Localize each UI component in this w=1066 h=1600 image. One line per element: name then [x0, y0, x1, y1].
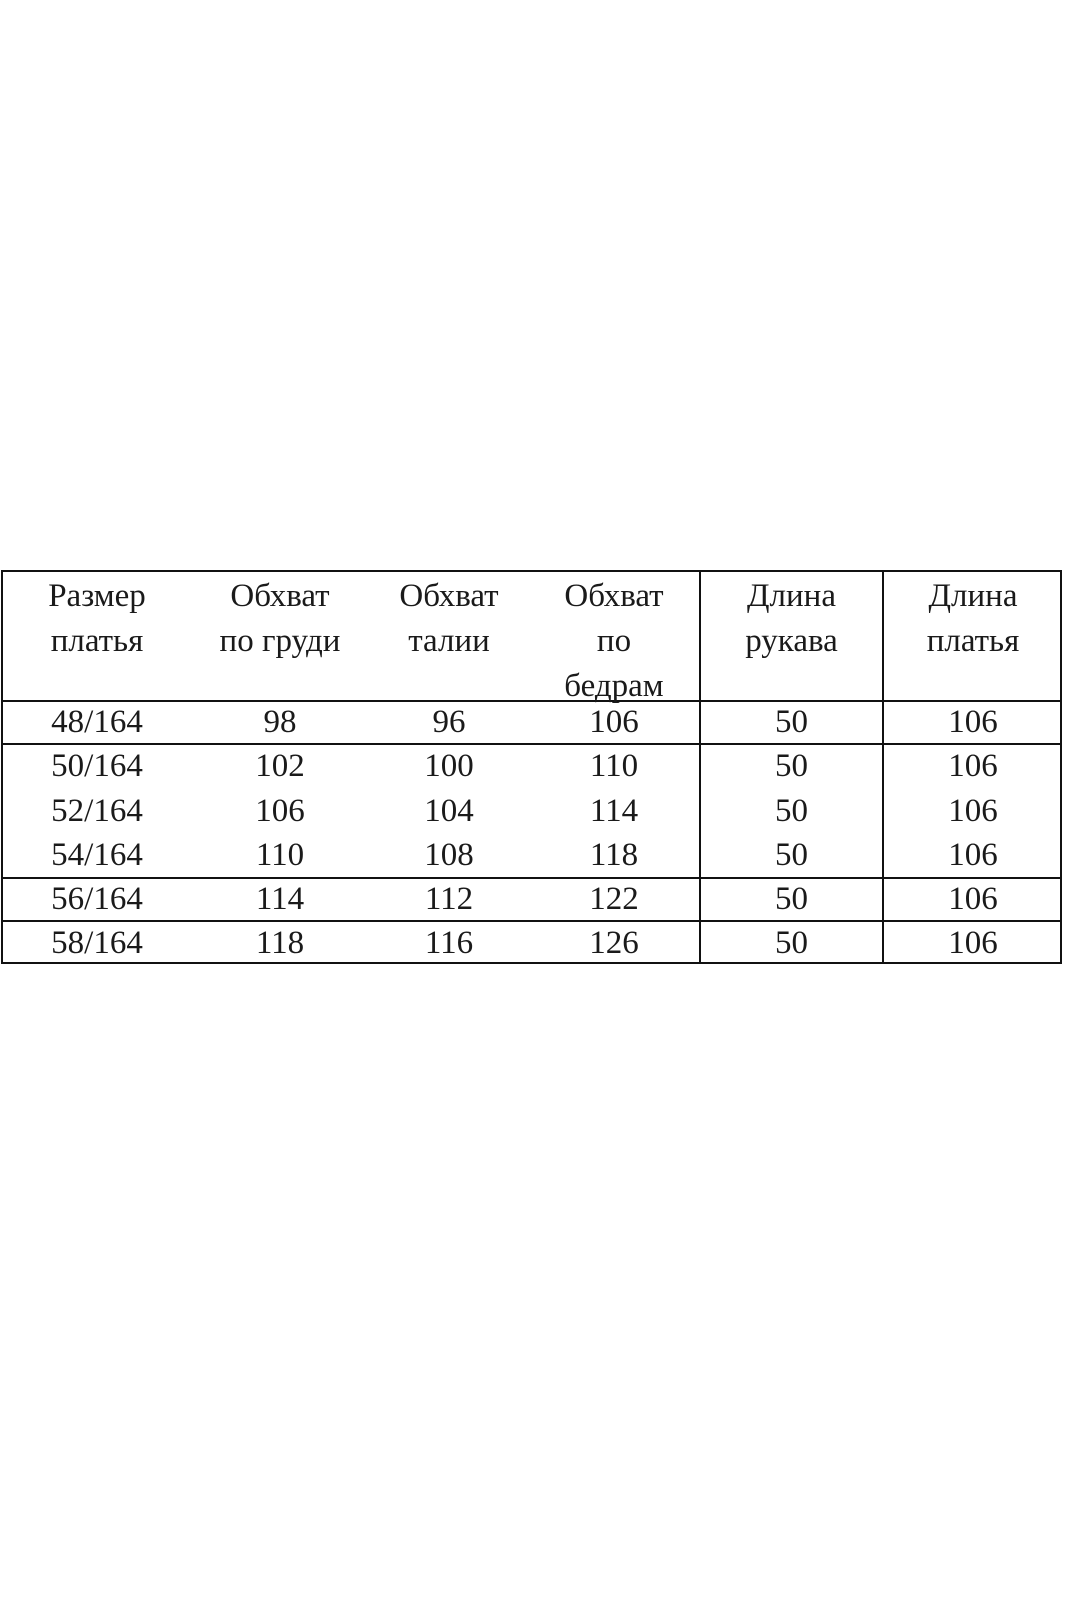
- cell-size: 48/164: [51, 704, 143, 740]
- cell-sleeve-length: 50: [775, 793, 808, 829]
- cell-chest: 106: [255, 793, 305, 829]
- size-table: [1, 570, 1062, 964]
- cell-chest: 102: [255, 748, 305, 784]
- header-sleeve-length: Длина рукава: [745, 578, 838, 659]
- header-hips: Обхват по бедрам: [564, 578, 664, 704]
- cell-dress-length: 106: [948, 837, 998, 873]
- cell-hips: 114: [589, 793, 639, 829]
- cell-dress-length: 106: [948, 925, 998, 961]
- cell-sleeve-length: 50: [775, 837, 808, 873]
- cell-waist: 100: [424, 748, 474, 784]
- cell-waist: 96: [432, 704, 466, 740]
- cell-dress-length: 106: [948, 704, 998, 740]
- cell-size: 54/164: [51, 837, 143, 873]
- cell-hips: 110: [589, 748, 639, 784]
- cell-chest: 114: [255, 881, 305, 917]
- cell-size: 56/164: [51, 881, 143, 917]
- cell-waist: 112: [424, 881, 474, 917]
- header-size: Размер платья: [48, 578, 146, 659]
- cell-chest: 98: [263, 704, 297, 740]
- cell-sleeve-length: 50: [775, 881, 808, 917]
- cell-sleeve-length: 50: [775, 748, 808, 784]
- cell-sleeve-length: 50: [775, 704, 808, 740]
- cell-waist: 116: [424, 925, 474, 961]
- cell-dress-length: 106: [948, 748, 998, 784]
- cell-size: 58/164: [51, 925, 143, 961]
- header-chest: Обхват по груди: [219, 578, 341, 659]
- cell-chest: 110: [255, 837, 305, 873]
- cell-size: 50/164: [51, 748, 143, 784]
- cell-dress-length: 106: [948, 793, 998, 829]
- cell-waist: 108: [424, 837, 474, 873]
- cell-waist: 104: [424, 793, 474, 829]
- cell-size: 52/164: [51, 793, 143, 829]
- cell-dress-length: 106: [948, 881, 998, 917]
- header-dress-length: Длина платья: [926, 578, 1020, 659]
- cell-hips: 122: [589, 881, 639, 917]
- cell-hips: 126: [589, 925, 639, 961]
- cell-sleeve-length: 50: [775, 925, 808, 961]
- cell-hips: 106: [589, 704, 639, 740]
- header-waist: Обхват талии: [399, 578, 499, 659]
- cell-hips: 118: [589, 837, 639, 873]
- cell-chest: 118: [255, 925, 305, 961]
